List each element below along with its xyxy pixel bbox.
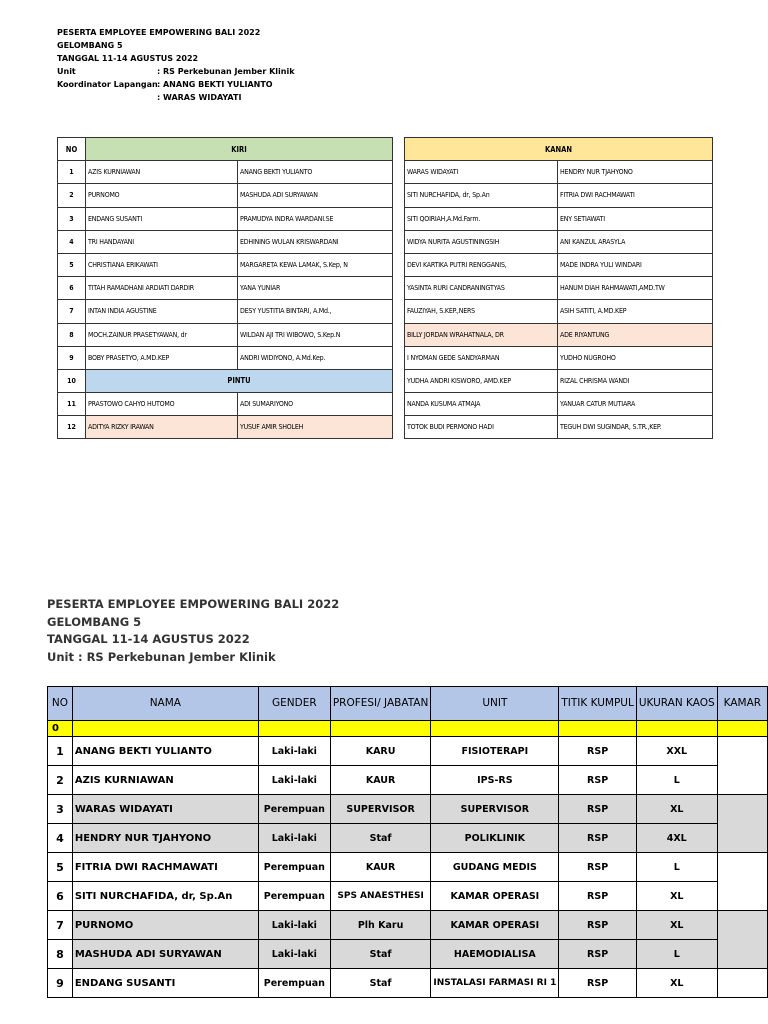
row-number: 4 [58, 230, 86, 253]
kiri-seat-2: ANDRI WIDIYONO, A.Md.Kep. [238, 346, 393, 369]
participant-ukuran: L [636, 940, 717, 969]
seating-row-kiri [58, 184, 393, 207]
participant-gender: Perempuan [258, 969, 330, 998]
seating-row-kiri [58, 253, 393, 276]
participant-unit: FISIOTERAPI [431, 737, 559, 766]
participant-ukuran: XXL [636, 737, 717, 766]
kanan-seat-2: YUDHO NUGROHO [558, 346, 713, 369]
seating-row-kanan [405, 416, 713, 439]
seating-row-kanan [405, 300, 713, 323]
kiri-seat-2: DESY YUSTITIA BINTARI, A.Md., [238, 300, 393, 323]
kiri-seat-1: PRASTOWO CAHYO HUTOMO [86, 393, 238, 416]
participant-row [48, 853, 768, 882]
participant-no: 8 [48, 940, 73, 969]
kiri-seat-1: BOBY PRASETYO, A.MD.KEP [86, 346, 238, 369]
row-number: 7 [58, 300, 86, 323]
seating-row-kanan [405, 253, 713, 276]
participant-titik: RSP [559, 882, 636, 911]
participant-row [48, 824, 768, 853]
participant-gender: Laki-laki [258, 824, 330, 853]
seating-table-kiri [57, 137, 393, 439]
col-ukuran: UKURAN KAOS [636, 687, 717, 721]
participant-kamar [717, 737, 767, 795]
participant-row [48, 911, 768, 940]
row-number: 5 [58, 253, 86, 276]
seating-row-kanan [405, 346, 713, 369]
unit-line [57, 65, 295, 78]
doc-title: PESERTA EMPLOYEE EMPOWERING BALI 2022 [57, 28, 261, 37]
col-gender: GENDER [258, 687, 330, 721]
row-number: 1 [58, 161, 86, 184]
seating-row-kanan [405, 184, 713, 207]
unit-label: Unit [57, 67, 76, 76]
kanan-seat-2: YANUAR CATUR MUTIARA [558, 393, 713, 416]
participant-no: 1 [48, 737, 73, 766]
participant-nama: ENDANG SUSANTI [72, 969, 258, 998]
participant-titik: RSP [559, 824, 636, 853]
kanan-seat-2: MADE INDRA YULI WINDARI [558, 253, 713, 276]
seating-row-kiri [58, 207, 393, 230]
participant-unit: KAMAR OPERASI [431, 911, 559, 940]
participant-gender: Laki-laki [258, 766, 330, 795]
kanan-header: KANAN [405, 138, 713, 161]
kiri-seat-2: MASHUDA ADI SURYAWAN [238, 184, 393, 207]
kanan-seat-1: BILLY JORDAN WRAHATNALA, DR [405, 323, 558, 346]
participant-gender: Laki-laki [258, 911, 330, 940]
participant-profesi: KARU [330, 737, 431, 766]
participant-row [48, 795, 768, 824]
kiri-seat-2: YANA YUNIAR [238, 277, 393, 300]
kiri-seat-2: ANANG BEKTI YULIANTO [238, 161, 393, 184]
participant-ukuran: 4XL [636, 824, 717, 853]
kiri-seat-2: YUSUF AMIR SHOLEH [238, 416, 393, 439]
participant-profesi: Plh Karu [330, 911, 431, 940]
participant-row [48, 969, 768, 998]
kanan-seat-1: NANDA KUSUMA ATMAJA [405, 393, 558, 416]
participant-kamar [717, 969, 767, 998]
participant-nama: AZIS KURNIAWAN [72, 766, 258, 795]
zero-row [48, 721, 768, 737]
kiri-seat-1: TRI HANDAYANI [86, 230, 238, 253]
participant-titik: RSP [559, 940, 636, 969]
kanan-seat-1: YASINTA RURI CANDRANINGTYAS [405, 277, 558, 300]
kanan-seat-2: FITRIA DWI RACHMAWATI [558, 184, 713, 207]
participants-table [47, 686, 768, 998]
kiri-seat-1: ADITYA RIZKY IRAWAN [86, 416, 238, 439]
participant-ukuran: XL [636, 969, 717, 998]
kanan-seat-2: ADE RIYANTUNG [558, 323, 713, 346]
unit-label-2: Unit : RS Perkebunan Jember Klinik [47, 649, 276, 664]
participant-unit: IPS-RS [431, 766, 559, 795]
pintu-cell: PINTU [86, 369, 393, 392]
participant-ukuran: XL [636, 911, 717, 940]
participant-no: 5 [48, 853, 73, 882]
col-titik: TITIK KUMPUL [559, 687, 636, 721]
kiri-seat-1: AZIS KURNIAWAN [86, 161, 238, 184]
participant-nama: SITI NURCHAFIDA, dr, Sp.An [72, 882, 258, 911]
seating-row-kanan [405, 323, 713, 346]
participant-unit: KAMAR OPERASI [431, 882, 559, 911]
row-number: 6 [58, 277, 86, 300]
participant-unit: POLIKLINIK [431, 824, 559, 853]
no-header: NO [58, 138, 86, 161]
kanan-seat-1: I NYOMAN GEDE SANDYARMAN [405, 346, 558, 369]
row-number: 12 [58, 416, 86, 439]
kanan-seat-2: ASIH SATITI, A.MD.KEP [558, 300, 713, 323]
kanan-seat-2: ANI KANZUL ARASYLA [558, 230, 713, 253]
participant-profesi: Staf [330, 940, 431, 969]
seating-row-kanan [405, 230, 713, 253]
seating-row-kiri [58, 230, 393, 253]
seating-row-kiri [58, 323, 393, 346]
participant-gender: Laki-laki [258, 737, 330, 766]
kiri-seat-2: EDHINING WULAN KRISWARDANI [238, 230, 393, 253]
participant-titik: RSP [559, 911, 636, 940]
header-block-bottom [47, 596, 339, 666]
participant-no: 4 [48, 824, 73, 853]
participant-nama: ANANG BEKTI YULIANTO [72, 737, 258, 766]
participant-nama: MASHUDA ADI SURYAWAN [72, 940, 258, 969]
participant-titik: RSP [559, 853, 636, 882]
seating-row-kiri [58, 277, 393, 300]
participant-no: 7 [48, 911, 73, 940]
participant-unit: SUPERVISOR [431, 795, 559, 824]
participant-nama: PURNOMO [72, 911, 258, 940]
seating-row-kiri [58, 393, 393, 416]
participant-no: 2 [48, 766, 73, 795]
row-number: 3 [58, 207, 86, 230]
kanan-seat-2: TEGUH DWI SUGINDAR, S.TR.,KEP. [558, 416, 713, 439]
seating-header-row [58, 138, 393, 161]
participant-profesi: SPS ANAESTHESI [330, 882, 431, 911]
seating-row-kiri [58, 346, 393, 369]
participant-nama: FITRIA DWI RACHMAWATI [72, 853, 258, 882]
participant-gender: Laki-laki [258, 940, 330, 969]
kiri-seat-2: ADI SUMARIYONO [238, 393, 393, 416]
participant-no: 6 [48, 882, 73, 911]
kanan-seat-1: YUDHA ANDRI KISWORO, AMD.KEP [405, 369, 558, 392]
kiri-seat-1: PURNOMO [86, 184, 238, 207]
participant-unit: GUDANG MEDIS [431, 853, 559, 882]
seating-header-row [405, 138, 713, 161]
participant-ukuran: XL [636, 882, 717, 911]
col-profesi: PROFESI/ JABATAN [330, 687, 431, 721]
seating-row-kiri [58, 300, 393, 323]
participant-ukuran: XL [636, 795, 717, 824]
kanan-seat-2: ENY SETIAWATI [558, 207, 713, 230]
seating-table-kanan [404, 137, 713, 439]
participants-header-row [48, 687, 768, 721]
seating-row-kanan [405, 161, 713, 184]
tanggal-label: TANGGAL 11-14 AGUSTUS 2022 [57, 54, 199, 63]
kiri-seat-1: INTAN INDIA AGUSTINE [86, 300, 238, 323]
kanan-seat-1: TOTOK BUDI PERMONO HADI [405, 416, 558, 439]
header-block-top [57, 26, 295, 104]
participant-nama: HENDRY NUR TJAHYONO [72, 824, 258, 853]
koordinator-line-2 [57, 91, 295, 104]
row-number: 10 [58, 369, 86, 392]
seating-row-kanan [405, 393, 713, 416]
kiri-seat-2: PRAMUDYA INDRA WARDANI.SE [238, 207, 393, 230]
seating-row-kanan [405, 369, 713, 392]
seating-row-kiri [58, 369, 393, 392]
participant-titik: RSP [559, 737, 636, 766]
participant-nama: WARAS WIDAYATI [72, 795, 258, 824]
kiri-seat-1: ENDANG SUSANTI [86, 207, 238, 230]
kanan-seat-1: WARAS WIDAYATI [405, 161, 558, 184]
kanan-seat-2: HANUM DIAH RAHMAWATI,AMD.TW [558, 277, 713, 300]
participant-profesi: KAUR [330, 766, 431, 795]
seating-row-kanan [405, 207, 713, 230]
kiri-seat-1: MOCH.ZAINUR PRASETYAWAN, dr [86, 323, 238, 346]
kiri-header: KIRI [86, 138, 393, 161]
participant-profesi: SUPERVISOR [330, 795, 431, 824]
zero-cell: 0 [48, 721, 73, 737]
kiri-seat-1: TITAH RAMADHANI ARDIATI DARDIR [86, 277, 238, 300]
koordinator-value-1: : ANANG BEKTI YULIANTO [157, 80, 273, 89]
participant-profesi: KAUR [330, 853, 431, 882]
col-no: NO [48, 687, 73, 721]
col-kamar: KAMAR [717, 687, 767, 721]
participant-row [48, 940, 768, 969]
participant-kamar [717, 795, 767, 853]
col-unit: UNIT [431, 687, 559, 721]
participant-gender: Perempuan [258, 853, 330, 882]
gelombang-label: GELOMBANG 5 [57, 41, 123, 50]
kanan-seat-1: WIDYA NURITA AGUSTININGSIH [405, 230, 558, 253]
koordinator-value-2: : WARAS WIDAYATI [157, 93, 242, 102]
kiri-seat-2: WILDAN AJI TRI WIBOWO, S.Kep.N [238, 323, 393, 346]
seating-row-kanan [405, 277, 713, 300]
participant-ukuran: L [636, 853, 717, 882]
participant-profesi: Staf [330, 969, 431, 998]
tanggal-label-2: TANGGAL 11-14 AGUSTUS 2022 [47, 632, 250, 646]
participant-row [48, 882, 768, 911]
unit-value: : RS Perkebunan Jember Klinik [157, 67, 295, 76]
participant-kamar [717, 853, 767, 911]
kiri-seat-2: MARGARETA KEWA LAMAK, S.Kep, N [238, 253, 393, 276]
row-number: 9 [58, 346, 86, 369]
participant-kamar [717, 911, 767, 969]
kanan-seat-1: SITI QOIRIAH,A.Md.Farm. [405, 207, 558, 230]
row-number: 11 [58, 393, 86, 416]
participant-no: 3 [48, 795, 73, 824]
koordinator-label: Koordinator Lapangan [57, 80, 158, 89]
participant-no: 9 [48, 969, 73, 998]
kanan-seat-2: RIZAL CHRISMA WANDI [558, 369, 713, 392]
row-number: 2 [58, 184, 86, 207]
kanan-seat-2: HENDRY NUR TJAHYONO [558, 161, 713, 184]
participant-row [48, 737, 768, 766]
participant-profesi: Staf [330, 824, 431, 853]
doc-title-2: PESERTA EMPLOYEE EMPOWERING BALI 2022 [47, 597, 340, 611]
participant-row [48, 766, 768, 795]
koordinator-line [57, 78, 295, 91]
participant-ukuran: L [636, 766, 717, 795]
gelombang-label-2: GELOMBANG 5 [47, 614, 142, 629]
participant-titik: RSP [559, 795, 636, 824]
row-number: 8 [58, 323, 86, 346]
participant-titik: RSP [559, 969, 636, 998]
kanan-seat-1: SITI NURCHAFIDA, dr, Sp.An [405, 184, 558, 207]
col-nama: NAMA [72, 687, 258, 721]
participant-gender: Perempuan [258, 882, 330, 911]
kanan-seat-1: DEVI KARTIKA PUTRI RENGGANIS, [405, 253, 558, 276]
kiri-seat-1: CHRISTIANA ERIKAWATI [86, 253, 238, 276]
kanan-seat-1: FAUZIYAH, S.KEP.,NERS [405, 300, 558, 323]
seating-row-kiri [58, 161, 393, 184]
participant-titik: RSP [559, 766, 636, 795]
seating-row-kiri [58, 416, 393, 439]
participant-gender: Perempuan [258, 795, 330, 824]
participant-unit: HAEMODIALISA [431, 940, 559, 969]
participant-unit: INSTALASI FARMASI RI 1 [431, 969, 559, 998]
